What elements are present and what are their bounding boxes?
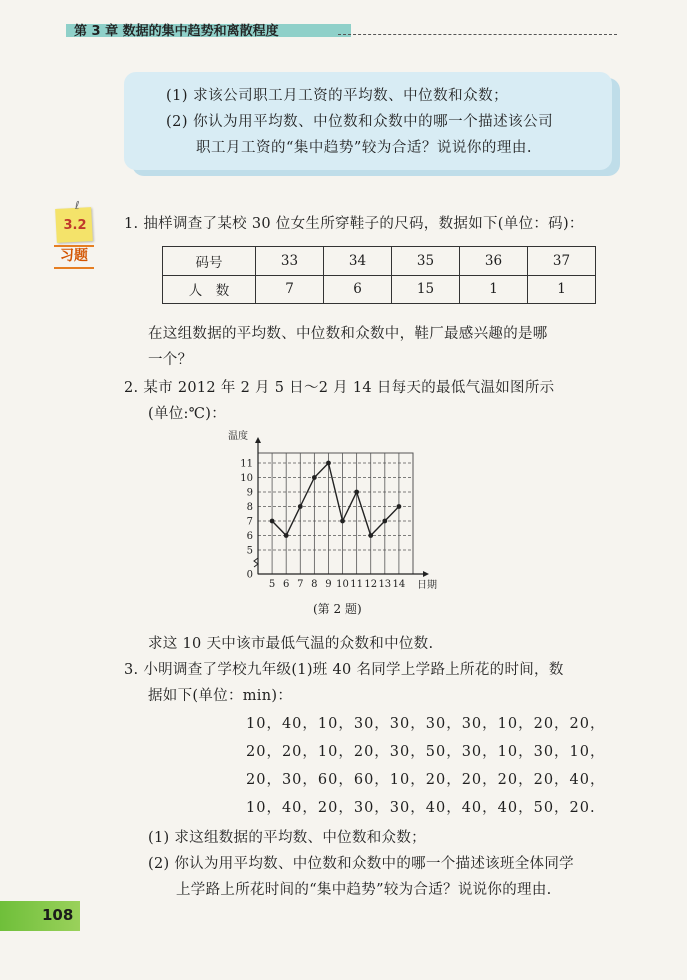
box-question-2-line-1: (2) 你认为用平均数、中位数和众数中的哪一个描述该公司 [166,114,554,130]
y-axis-arrow [255,437,261,443]
box-question-2-line-2: 职工月工资的“集中趋势”较为合适？说说你的理由. [196,140,532,156]
x-tick-label: 6 [282,579,290,590]
commute-data [246,712,606,824]
table-cell: 37 [528,247,596,276]
x-tick-label: 14 [392,579,406,590]
table-cell: 7 [256,275,324,304]
problem-3-question-1: (1) 求这组数据的平均数、中位数和众数； [148,830,426,846]
exercise-label: 习题 [54,245,94,269]
y-tick-label: 5 [246,545,253,557]
table-cell: 33 [256,247,324,276]
problem-3-question-2-line-2: 上学路上所花时间的“集中趋势”较为合适？说说你的理由. [176,882,552,898]
y-axis-label: 温度 [228,431,248,442]
x-tick-label: 11 [350,579,364,590]
problem-3-line-1: 3. 小明调查了学校九年级(1)班 40 名同学上学路上所花的时间，数 [124,662,564,678]
y-tick-label: 7 [246,516,253,528]
problem-1-question-line-1: 在这组数据的平均数、中位数和众数中，鞋厂最感兴趣的是哪 [148,326,548,342]
box-question-1: (1) 求该公司职工月工资的平均数、中位数和众数； [166,88,509,104]
x-tick-label: 7 [297,579,304,590]
table-row-sizes [163,247,596,276]
problem-2-line-2: (单位:℃)： [148,406,227,422]
table-cell: 35 [392,247,460,276]
table-header-size: 码号 [163,247,256,276]
temperature-point [397,504,402,509]
table-header-count: 人 数 [163,275,256,304]
table-cell: 15 [392,275,460,304]
temperature-point [368,533,373,538]
x-tick-label: 5 [268,579,276,590]
data-row: 10，40，20，30，30，40，40，40，50，20. [246,800,596,816]
figure-caption: (第 2 题) [313,602,362,616]
y-tick-label: 11 [240,458,253,470]
y-tick-label: 10 [240,473,253,484]
temperature-point [284,533,289,538]
table-cell: 34 [324,247,392,276]
x-axis-label: 日期 [417,580,437,590]
problem-1-question-line-2: 一个？ [148,352,193,368]
pin-icon: ℓ [75,199,80,212]
y-tick-label: 6 [246,531,253,542]
table-cell: 1 [460,275,528,304]
table-cell: 36 [460,247,528,276]
temperature-point [354,490,359,495]
temperature-chart [226,430,456,590]
y-tick-label: 8 [246,502,253,513]
temperature-point [340,519,345,524]
temperature-point [298,504,303,509]
x-tick-label: 8 [311,579,318,590]
table-row-counts [163,275,596,304]
problem-3-line-2: 据如下(单位：min)： [148,688,293,704]
temperature-point [312,475,317,480]
x-axis-arrow [423,571,429,577]
x-tick-label: 9 [325,579,332,590]
y-tick-label: 9 [246,487,253,499]
temperature-point [382,519,387,524]
data-row: 10，40，10，30，30，30，30，10，20，20， [246,716,606,732]
temperature-chart-svg [226,430,456,590]
axis-break-mark [254,558,258,567]
problem-3-question-2-line-1: (2) 你认为用平均数、中位数和众数中的哪一个描述该班全体同学 [148,856,574,872]
data-row: 20，20，10，20，30，50，30，10，30，10， [246,744,606,760]
header-divider [338,34,617,35]
problem-1-intro: 1. 抽样调查了某校 30 位女生所穿鞋子的尺码，数据如下(单位：码)： [124,216,584,232]
temperature-point [326,461,331,466]
plot-frame [258,453,413,574]
shoe-size-table [162,246,596,304]
table-cell: 6 [324,275,392,304]
temperature-series-line [272,463,399,536]
exercise-number: 3.2 [63,218,87,233]
page-header [38,14,617,40]
problem-2-line-1: 2. 某市 2012 年 2 月 5 日～2 月 14 日每天的最低气温如图所示 [124,380,555,396]
problem-2-question: 求这 10 天中该市最低气温的众数和中位数. [148,636,434,652]
table-cell: 1 [528,275,596,304]
x-tick-label: 13 [378,579,392,590]
temperature-point [270,519,275,524]
data-row: 20，30，60，60，10，20，20，20，20，40， [246,772,606,788]
y-tick-label: 0 [246,569,253,581]
chapter-title: 第 3 章 数据的集中趋势和离散程度 [74,24,279,39]
page-number: 108 [42,906,74,924]
x-tick-label: 10 [336,579,349,590]
x-tick-label: 12 [364,579,378,590]
